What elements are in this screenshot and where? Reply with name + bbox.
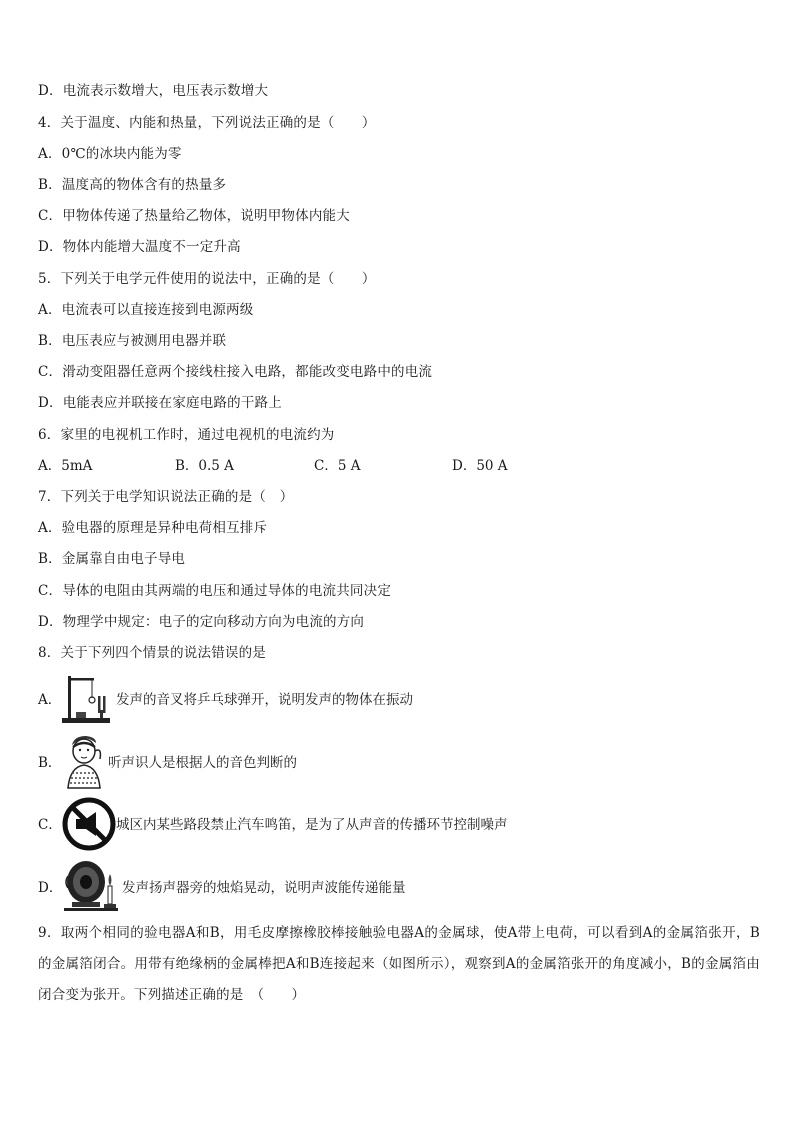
q8-option-c-text: 城区内某些路段禁止汽车鸣笛，是为了从声音的传播环节控制噪声 <box>116 817 508 833</box>
q7-option-c: C．导体的电阻由其两端的电压和通过导体的电流共同决定 <box>38 583 392 599</box>
q4-stem: 4．关于温度、内能和热量，下列说法正确的是（ ） <box>38 115 376 131</box>
speaker-candle-icon <box>62 858 120 914</box>
q6-option-b: B．0.5 A <box>175 458 234 474</box>
q4-option-a: A．0℃的冰块内能为零 <box>38 146 182 162</box>
q6-stem: 6．家里的电视机工作时，通过电视机的电流约为 <box>38 427 335 443</box>
q8-option-d-text: 发声扬声器旁的烛焰晃动，说明声波能传递能量 <box>122 880 406 896</box>
q8-option-b-text: 听声识人是根据人的音色判断的 <box>108 755 297 771</box>
q5-option-c: C．滑动变阻器任意两个接线柱接入电路，都能改变电路中的电流 <box>38 364 433 380</box>
q8-option-c-letter: C． <box>38 817 62 833</box>
q7-stem: 7．下列关于电学知识说法正确的是（ ） <box>38 489 294 505</box>
q7-option-b: B．金属靠自由电子导电 <box>38 551 186 567</box>
q3-option-d: D．电流表示数增大，电压表示数增大 <box>38 83 269 99</box>
q6-option-c: C．5 A <box>314 458 361 474</box>
tuning-fork-icon <box>60 672 114 726</box>
q8-option-d <box>38 858 498 914</box>
q5-stem: 5．下列关于电学元件使用的说法中，正确的是（ ） <box>38 271 376 287</box>
no-horn-sign-icon <box>62 797 116 851</box>
q5-option-b: B．电压表应与被测用电器并联 <box>38 333 227 349</box>
q8-option-d-letter: D． <box>38 880 63 896</box>
q4-option-b: B．温度高的物体含有的热量多 <box>38 177 227 193</box>
person-listening-icon <box>62 733 106 789</box>
q8-stem: 8．关于下列四个情景的说法错误的是 <box>38 645 266 661</box>
q7-option-d: D．物理学中规定：电子的定向移动方向为电流的方向 <box>38 614 365 630</box>
q5-option-d: D．电能表应并联接在家庭电路的干路上 <box>38 395 282 411</box>
q4-option-c: C．甲物体传递了热量给乙物体，说明甲物体内能大 <box>38 208 350 224</box>
q9-stem: 9．取两个相同的验电器A和B，用毛皮摩擦橡胶棒接触验电器A的金属球，使A带上电荷，可以看到A的金属箔张开，B的金属箔闭合。用带有绝缘柄的金属棒把A和B连接起来（如图所示），观察到A的金属箔张开的角度减小，B的金属箔由闭合变为张开。下列描述正确的是 （ ） <box>38 925 760 1003</box>
q8-option-a-letter: A． <box>38 692 62 708</box>
q8-option-c <box>38 797 578 853</box>
q8-option-a-text: 发声的音叉将乒乓球弹开，说明发声的物体在振动 <box>116 692 413 708</box>
q4-option-d: D．物体内能增大温度不一定升高 <box>38 239 241 255</box>
q8-option-a <box>38 672 458 728</box>
q5-option-a: A．电流表可以直接连接到电源两级 <box>38 302 254 318</box>
q8-option-b <box>38 733 458 789</box>
q7-option-a: A．验电器的原理是异种电荷相互排斥 <box>38 520 268 536</box>
q6-option-d: D．50 A <box>452 458 508 474</box>
q8-option-b-letter: B． <box>38 755 62 771</box>
q6-option-a: A．5mA <box>38 458 93 474</box>
